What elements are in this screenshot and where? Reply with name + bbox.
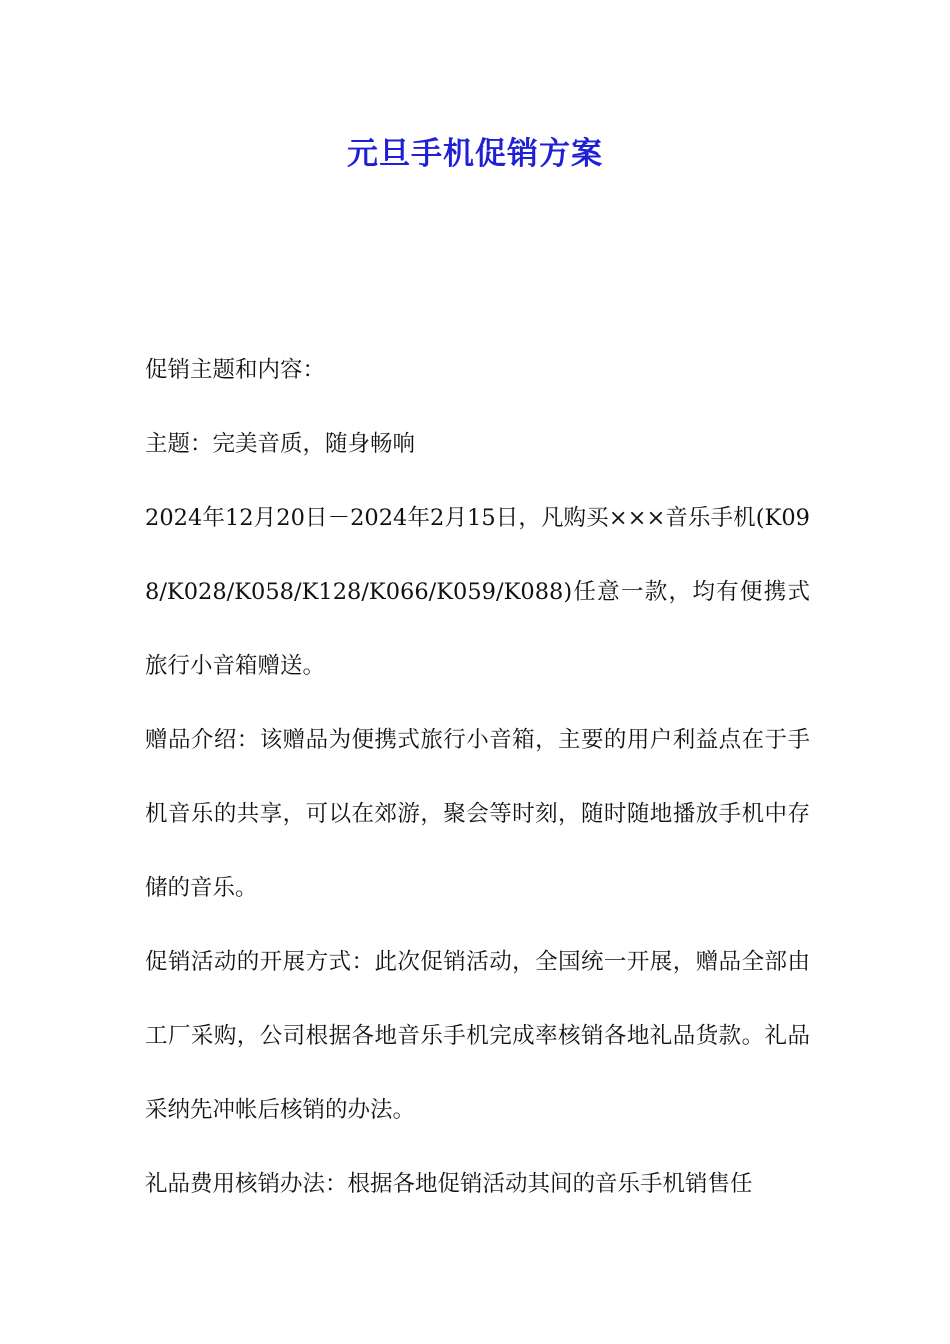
document-body: [145, 333, 810, 1221]
paragraph-gift-cost: 礼品费用核销办法：根据各地促销活动其间的音乐手机销售任: [145, 1171, 753, 1197]
paragraph-promotion-method: 促销活动的开展方式：此次促销活动，全国统一开展，赠品全部由工厂采购，公司根据各地音乐手机完成率核销各地礼品货款。礼品采纳先冲帐后核销的办法。: [145, 949, 810, 1123]
paragraph-theme: 主题：完美音质，随身畅响: [145, 431, 416, 457]
paragraph-promotion-period: 2024年12月20日－2024年2月15日，凡购买×××音乐手机(K098/K028/K058/K128/K066/K059/K088)任意一款，均有便携式旅行小音箱赠送。: [145, 505, 810, 679]
document-title: 元旦手机促销方案: [347, 136, 603, 172]
paragraph-theme-heading: 促销主题和内容：: [145, 357, 326, 383]
paragraph-gift-intro: 赠品介绍：该赠品为便携式旅行小音箱，主要的用户利益点在于手机音乐的共享，可以在郊游，聚会等时刻，随时随地播放手机中存储的音乐。: [145, 727, 810, 901]
